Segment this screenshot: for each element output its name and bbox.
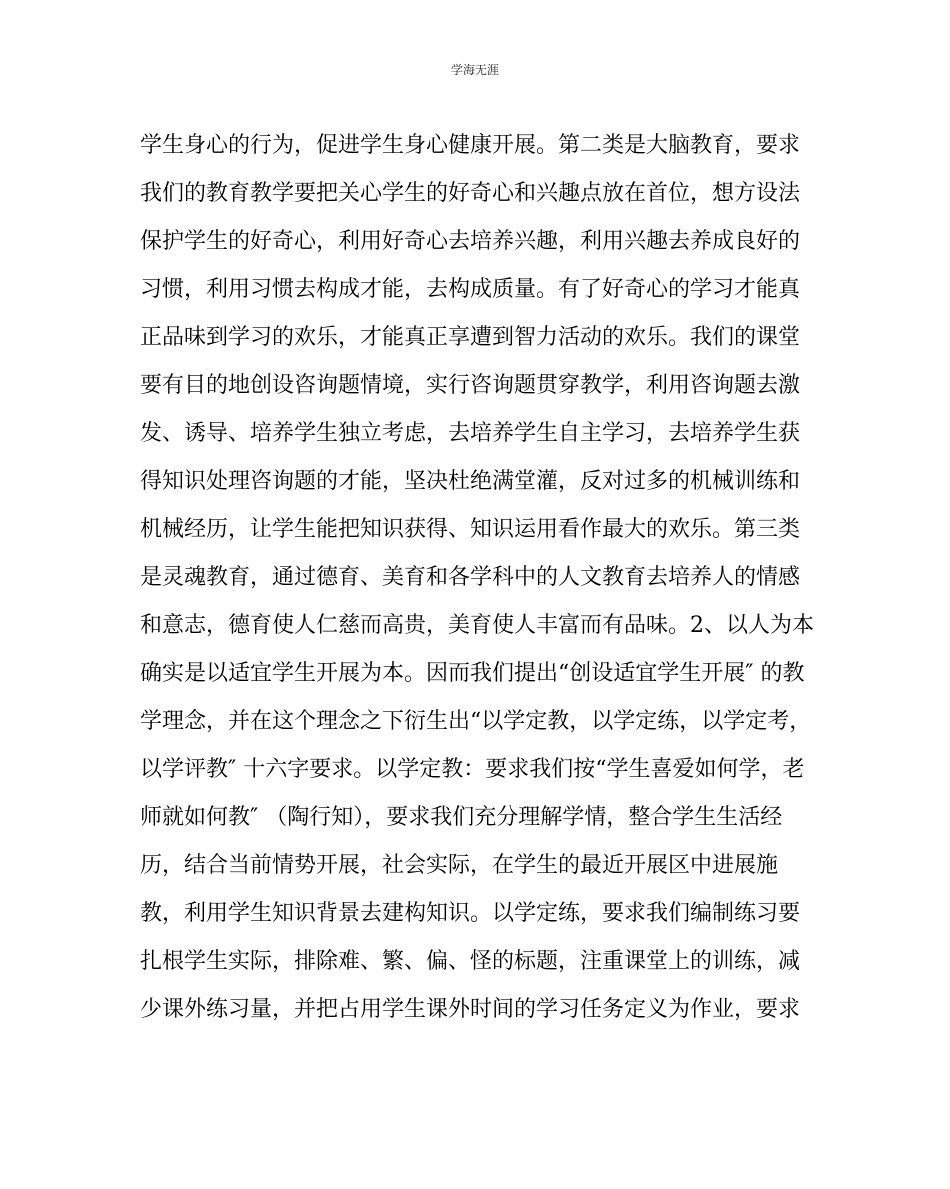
text-line: 要有目的地创设咨询题情境，实行咨询题贯穿教学，利用咨询题去激 <box>140 373 801 398</box>
text-line: 扎根学生实际，排除难、繁、偏、怪的标题，注重课堂上的训练，减 <box>140 949 801 974</box>
text-line: 得知识处理咨询题的才能，坚决杜绝满堂灌，反对过多的机械训练和 <box>140 469 801 494</box>
text-line: 我们的教育教学要把关心学生的好奇心和兴趣点放在首位，想方设法 <box>140 181 801 206</box>
text-line: 学生身心的行为，促进学生身心健康开展。第二类是大脑教育，要求 <box>140 133 801 158</box>
text-line: 习惯，利用习惯去构成才能，去构成质量。有了好奇心的学习才能真 <box>140 277 801 302</box>
text-line: 正品味到学习的欢乐，才能真正享遭到智力活动的欢乐。我们的课堂 <box>140 325 801 350</box>
text-line: 保护学生的好奇心，利用好奇心去培养兴趣，利用兴趣去养成良好的 <box>140 229 801 254</box>
text-line: 少课外练习量，并把占用学生课外时间的学习任务定义为作业，要求 <box>140 997 801 1022</box>
text-line: 确实是以适宜学生开展为本。因而我们提出“创设适宜学生开展″ 的教 <box>140 661 805 686</box>
body-text <box>140 122 820 1034</box>
text-line: 师就如何教″ （陶行知），要求我们充分理解学情，整合学生生活经 <box>140 805 783 830</box>
text-line: 是灵魂教育，通过德育、美育和各学科中的人文教育去培养人的情感 <box>140 565 801 590</box>
text-line: 机械经历，让学生能把知识获得、知识运用看作最大的欢乐。第三类 <box>140 517 801 542</box>
text-line: 发、诱导、培养学生独立考虑，去培养学生自主学习，去培养学生获 <box>140 421 801 446</box>
text-line: 和意志，德育使人仁慈而高贵，美育使人丰富而有品味。2、以人为本 <box>140 613 814 638</box>
text-line: 教，利用学生知识背景去建构知识。以学定练，要求我们编制练习要 <box>140 901 801 926</box>
text-line: 历，结合当前情势开展，社会实际，在学生的最近开展区中进展施 <box>140 853 779 878</box>
page-header: 学海无涯 <box>450 63 499 77</box>
text-line: 以学评教″ 十六字要求。以学定教：要求我们按“学生喜爱如何学，老 <box>140 757 805 782</box>
text-line: 学理念，并在这个理念之下衍生出“以学定教，以学定练，以学定考， <box>140 709 812 734</box>
